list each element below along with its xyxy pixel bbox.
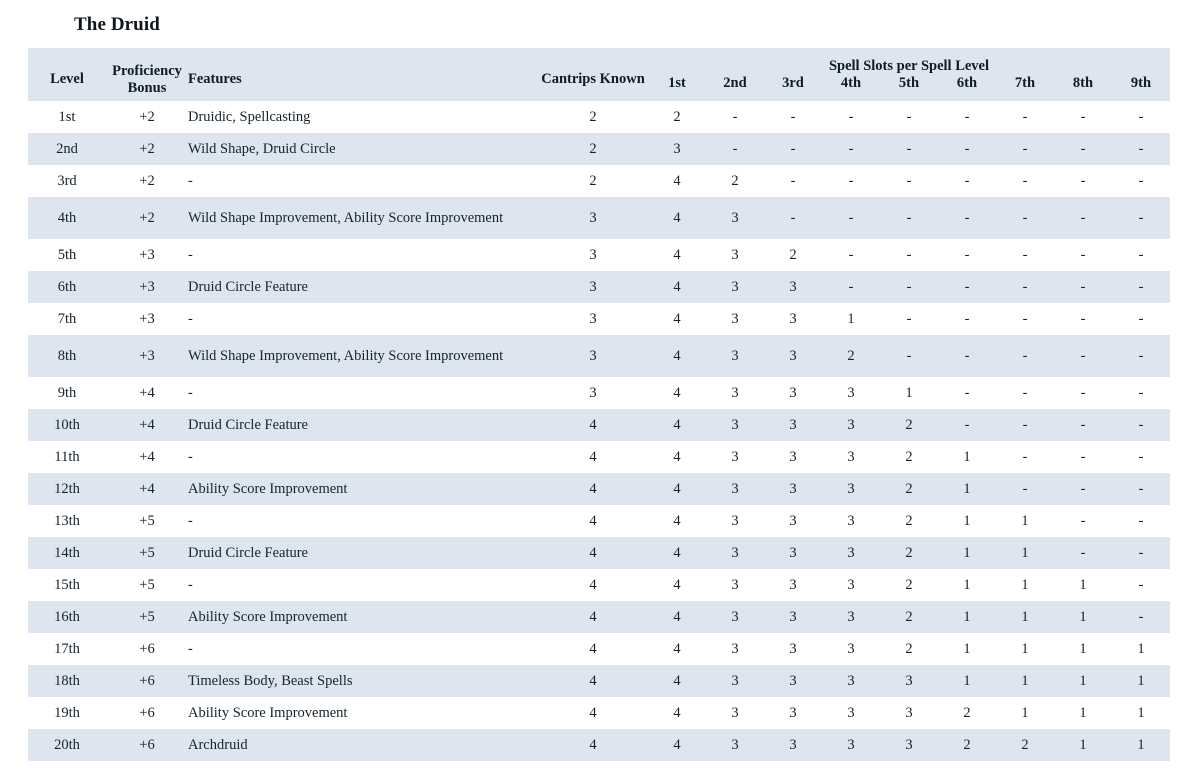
cell-spell-slot-6: -: [938, 303, 996, 335]
cell-spell-slot-3: -: [764, 101, 822, 133]
cell-spell-slot-4: 3: [822, 377, 880, 409]
cell-spell-slot-8: -: [1054, 377, 1112, 409]
cell-spell-slot-8: 1: [1054, 633, 1112, 665]
cell-level: 16th: [28, 601, 106, 633]
table-row: [28, 441, 1170, 473]
cell-cantrips-known: 4: [538, 633, 648, 665]
cell-proficiency-bonus: +5: [106, 569, 188, 601]
cell-spell-slot-4: 3: [822, 697, 880, 729]
cell-features: -: [188, 377, 538, 409]
cell-level: 18th: [28, 665, 106, 697]
cell-spell-slot-4: 3: [822, 505, 880, 537]
cell-cantrips-known: 3: [538, 271, 648, 303]
cell-spell-slot-5: 3: [880, 729, 938, 761]
cell-spell-slot-6: -: [938, 239, 996, 271]
cell-spell-slot-1: 4: [648, 473, 706, 505]
cell-spell-slot-5: -: [880, 101, 938, 133]
cell-spell-slot-3: 3: [764, 633, 822, 665]
cell-cantrips-known: 4: [538, 697, 648, 729]
column-header-level: Level: [28, 48, 106, 101]
cell-level: 9th: [28, 377, 106, 409]
cell-level: 11th: [28, 441, 106, 473]
cell-spell-slot-8: -: [1054, 537, 1112, 569]
cell-cantrips-known: 2: [538, 101, 648, 133]
cell-level: 13th: [28, 505, 106, 537]
table-row: [28, 729, 1170, 761]
table-row: [28, 239, 1170, 271]
cell-spell-slot-7: -: [996, 271, 1054, 303]
cell-features: -: [188, 569, 538, 601]
table-row: [28, 601, 1170, 633]
cell-spell-slot-2: 3: [706, 697, 764, 729]
cell-proficiency-bonus: +4: [106, 377, 188, 409]
cell-proficiency-bonus: +5: [106, 601, 188, 633]
cell-spell-slot-1: 4: [648, 303, 706, 335]
cell-spell-slot-8: 1: [1054, 569, 1112, 601]
cell-spell-slot-1: 4: [648, 271, 706, 303]
cell-spell-slot-4: 1: [822, 303, 880, 335]
cell-spell-slot-3: 3: [764, 665, 822, 697]
cell-spell-slot-9: -: [1112, 133, 1170, 165]
cell-spell-slot-9: -: [1112, 505, 1170, 537]
cell-spell-slot-3: 3: [764, 377, 822, 409]
cell-spell-slot-3: 3: [764, 473, 822, 505]
cell-spell-slot-3: 3: [764, 601, 822, 633]
cell-spell-slot-2: 3: [706, 505, 764, 537]
cell-level: 1st: [28, 101, 106, 133]
cell-spell-slot-6: -: [938, 377, 996, 409]
column-header-slot-2nd: 2nd: [706, 75, 764, 101]
table-row: [28, 165, 1170, 197]
cell-spell-slot-7: 2: [996, 729, 1054, 761]
cell-level: 5th: [28, 239, 106, 271]
table-row: [28, 537, 1170, 569]
cell-spell-slot-9: -: [1112, 197, 1170, 239]
cell-proficiency-bonus: +3: [106, 271, 188, 303]
cell-spell-slot-6: 1: [938, 473, 996, 505]
cell-spell-slot-6: -: [938, 165, 996, 197]
cell-spell-slot-8: -: [1054, 133, 1112, 165]
cell-spell-slot-8: -: [1054, 303, 1112, 335]
cell-proficiency-bonus: +3: [106, 303, 188, 335]
cell-proficiency-bonus: +6: [106, 697, 188, 729]
cell-spell-slot-9: 1: [1112, 697, 1170, 729]
table-row: [28, 377, 1170, 409]
cell-spell-slot-5: 3: [880, 697, 938, 729]
cell-level: 8th: [28, 335, 106, 377]
column-header-slot-3rd: 3rd: [764, 75, 822, 101]
cell-spell-slot-9: -: [1112, 537, 1170, 569]
cell-level: 3rd: [28, 165, 106, 197]
cell-level: 4th: [28, 197, 106, 239]
table-row: [28, 133, 1170, 165]
cell-cantrips-known: 4: [538, 441, 648, 473]
cell-level: 15th: [28, 569, 106, 601]
cell-spell-slot-9: -: [1112, 101, 1170, 133]
cell-features: Ability Score Improvement: [188, 601, 538, 633]
cell-spell-slot-5: 2: [880, 505, 938, 537]
cell-spell-slot-9: -: [1112, 271, 1170, 303]
table-row: [28, 271, 1170, 303]
cell-spell-slot-6: 1: [938, 505, 996, 537]
cell-spell-slot-3: 3: [764, 505, 822, 537]
cell-spell-slot-9: -: [1112, 473, 1170, 505]
druid-progression-table: [28, 48, 1170, 761]
cell-level: 7th: [28, 303, 106, 335]
cell-spell-slot-1: 4: [648, 569, 706, 601]
cell-proficiency-bonus: +4: [106, 473, 188, 505]
cell-cantrips-known: 4: [538, 601, 648, 633]
cell-features: -: [188, 239, 538, 271]
cell-spell-slot-9: -: [1112, 409, 1170, 441]
column-header-cantrips-known: Cantrips Known: [538, 48, 648, 101]
cell-spell-slot-2: 3: [706, 335, 764, 377]
cell-spell-slot-7: 1: [996, 697, 1054, 729]
cell-cantrips-known: 3: [538, 303, 648, 335]
cell-spell-slot-8: -: [1054, 101, 1112, 133]
cell-proficiency-bonus: +6: [106, 665, 188, 697]
cell-spell-slot-8: -: [1054, 473, 1112, 505]
cell-spell-slot-8: -: [1054, 165, 1112, 197]
cell-spell-slot-6: 1: [938, 569, 996, 601]
cell-spell-slot-9: -: [1112, 601, 1170, 633]
cell-spell-slot-7: -: [996, 441, 1054, 473]
table-row: [28, 633, 1170, 665]
cell-spell-slot-8: 1: [1054, 729, 1112, 761]
cell-spell-slot-4: 3: [822, 601, 880, 633]
column-header-slot-1st: 1st: [648, 75, 706, 101]
column-header-proficiency-bonus: Proficiency Bonus: [106, 48, 188, 101]
cell-spell-slot-7: -: [996, 303, 1054, 335]
cell-spell-slot-5: 2: [880, 601, 938, 633]
cell-spell-slot-3: 3: [764, 537, 822, 569]
cell-features: Druid Circle Feature: [188, 409, 538, 441]
cell-proficiency-bonus: +3: [106, 335, 188, 377]
cell-level: 2nd: [28, 133, 106, 165]
cell-cantrips-known: 4: [538, 537, 648, 569]
cell-level: 19th: [28, 697, 106, 729]
cell-spell-slot-9: 1: [1112, 665, 1170, 697]
cell-cantrips-known: 4: [538, 505, 648, 537]
cell-proficiency-bonus: +2: [106, 165, 188, 197]
cell-spell-slot-4: 3: [822, 537, 880, 569]
cell-spell-slot-2: 3: [706, 197, 764, 239]
cell-spell-slot-3: 3: [764, 303, 822, 335]
cell-spell-slot-1: 4: [648, 729, 706, 761]
cell-spell-slot-8: 1: [1054, 601, 1112, 633]
table-header: [28, 48, 1170, 101]
cell-spell-slot-7: -: [996, 101, 1054, 133]
cell-features: Wild Shape, Druid Circle: [188, 133, 538, 165]
cell-spell-slot-7: 1: [996, 601, 1054, 633]
cell-spell-slot-4: -: [822, 101, 880, 133]
cell-spell-slot-9: -: [1112, 165, 1170, 197]
column-header-slot-7th: 7th: [996, 75, 1054, 101]
cell-spell-slot-7: -: [996, 377, 1054, 409]
cell-spell-slot-7: -: [996, 239, 1054, 271]
cell-spell-slot-5: -: [880, 335, 938, 377]
cell-proficiency-bonus: +5: [106, 537, 188, 569]
cell-spell-slot-6: -: [938, 197, 996, 239]
cell-spell-slot-8: -: [1054, 335, 1112, 377]
cell-cantrips-known: 2: [538, 165, 648, 197]
cell-features: -: [188, 165, 538, 197]
cell-spell-slot-9: 1: [1112, 633, 1170, 665]
cell-spell-slot-2: 3: [706, 473, 764, 505]
cell-spell-slot-1: 4: [648, 197, 706, 239]
cell-spell-slot-7: 1: [996, 569, 1054, 601]
cell-spell-slot-8: -: [1054, 197, 1112, 239]
cell-proficiency-bonus: +2: [106, 133, 188, 165]
cell-spell-slot-3: 3: [764, 441, 822, 473]
column-header-slot-5th: 5th: [880, 75, 938, 101]
cell-spell-slot-3: 3: [764, 697, 822, 729]
cell-spell-slot-5: -: [880, 271, 938, 303]
cell-spell-slot-7: 1: [996, 665, 1054, 697]
cell-spell-slot-4: 2: [822, 335, 880, 377]
cell-spell-slot-5: -: [880, 303, 938, 335]
cell-features: -: [188, 441, 538, 473]
cell-spell-slot-1: 4: [648, 165, 706, 197]
cell-spell-slot-3: 2: [764, 239, 822, 271]
cell-spell-slot-3: 3: [764, 409, 822, 441]
cell-spell-slot-4: 3: [822, 409, 880, 441]
cell-spell-slot-1: 2: [648, 101, 706, 133]
cell-spell-slot-7: -: [996, 197, 1054, 239]
cell-proficiency-bonus: +6: [106, 633, 188, 665]
cell-features: Druid Circle Feature: [188, 537, 538, 569]
table-row: [28, 473, 1170, 505]
cell-spell-slot-5: 2: [880, 569, 938, 601]
cell-spell-slot-5: 2: [880, 441, 938, 473]
cell-spell-slot-8: -: [1054, 239, 1112, 271]
cell-spell-slot-3: 3: [764, 729, 822, 761]
cell-spell-slot-2: 3: [706, 409, 764, 441]
cell-features: Wild Shape Improvement, Ability Score Improvement: [188, 335, 538, 377]
cell-spell-slot-7: 1: [996, 505, 1054, 537]
cell-spell-slot-4: 3: [822, 633, 880, 665]
cell-spell-slot-3: -: [764, 197, 822, 239]
cell-spell-slot-1: 4: [648, 377, 706, 409]
cell-spell-slot-8: -: [1054, 271, 1112, 303]
table-header-row-top: [28, 48, 1170, 75]
column-header-slot-9th: 9th: [1112, 75, 1170, 101]
cell-spell-slot-4: -: [822, 271, 880, 303]
cell-spell-slot-8: 1: [1054, 665, 1112, 697]
cell-features: -: [188, 633, 538, 665]
column-header-slot-4th: 4th: [822, 75, 880, 101]
cell-spell-slot-2: -: [706, 133, 764, 165]
cell-spell-slot-5: 2: [880, 409, 938, 441]
cell-spell-slot-9: -: [1112, 441, 1170, 473]
cell-spell-slot-3: -: [764, 165, 822, 197]
cell-level: 10th: [28, 409, 106, 441]
cell-level: 6th: [28, 271, 106, 303]
table-row: [28, 101, 1170, 133]
cell-proficiency-bonus: +3: [106, 239, 188, 271]
table-row: [28, 505, 1170, 537]
cell-features: Archdruid: [188, 729, 538, 761]
table-row: [28, 569, 1170, 601]
cell-spell-slot-7: -: [996, 473, 1054, 505]
cell-level: 12th: [28, 473, 106, 505]
cell-spell-slot-6: 1: [938, 537, 996, 569]
cell-cantrips-known: 4: [538, 473, 648, 505]
cell-spell-slot-7: -: [996, 409, 1054, 441]
cell-spell-slot-1: 4: [648, 665, 706, 697]
cell-spell-slot-1: 4: [648, 633, 706, 665]
cell-proficiency-bonus: +4: [106, 441, 188, 473]
table-body: [28, 101, 1170, 761]
cell-spell-slot-2: 3: [706, 537, 764, 569]
table-row: [28, 335, 1170, 377]
column-header-features: Features: [188, 48, 538, 101]
cell-spell-slot-6: -: [938, 271, 996, 303]
cell-features: -: [188, 505, 538, 537]
cell-features: Druid Circle Feature: [188, 271, 538, 303]
cell-spell-slot-5: 2: [880, 633, 938, 665]
cell-level: 20th: [28, 729, 106, 761]
cell-cantrips-known: 2: [538, 133, 648, 165]
cell-spell-slot-2: 3: [706, 271, 764, 303]
cell-spell-slot-5: -: [880, 239, 938, 271]
cell-proficiency-bonus: +4: [106, 409, 188, 441]
column-header-slot-6th: 6th: [938, 75, 996, 101]
cell-spell-slot-1: 4: [648, 335, 706, 377]
cell-features: Druidic, Spellcasting: [188, 101, 538, 133]
cell-spell-slot-2: 3: [706, 441, 764, 473]
cell-spell-slot-2: 3: [706, 729, 764, 761]
cell-spell-slot-5: -: [880, 165, 938, 197]
cell-spell-slot-2: -: [706, 101, 764, 133]
page-title: The Druid: [74, 14, 160, 35]
cell-spell-slot-3: 3: [764, 271, 822, 303]
cell-spell-slot-7: 1: [996, 633, 1054, 665]
cell-spell-slot-1: 4: [648, 537, 706, 569]
cell-spell-slot-8: -: [1054, 441, 1112, 473]
cell-features: Wild Shape Improvement, Ability Score Improvement: [188, 197, 538, 239]
cell-cantrips-known: 3: [538, 239, 648, 271]
cell-features: Ability Score Improvement: [188, 697, 538, 729]
cell-spell-slot-4: 3: [822, 665, 880, 697]
cell-level: 14th: [28, 537, 106, 569]
cell-spell-slot-2: 2: [706, 165, 764, 197]
cell-spell-slot-9: -: [1112, 377, 1170, 409]
cell-spell-slot-1: 4: [648, 409, 706, 441]
cell-level: 17th: [28, 633, 106, 665]
cell-features: Ability Score Improvement: [188, 473, 538, 505]
cell-spell-slot-8: 1: [1054, 697, 1112, 729]
cell-spell-slot-9: 1: [1112, 729, 1170, 761]
cell-spell-slot-4: -: [822, 197, 880, 239]
cell-spell-slot-7: 1: [996, 537, 1054, 569]
cell-spell-slot-4: -: [822, 165, 880, 197]
table-row: [28, 665, 1170, 697]
cell-cantrips-known: 4: [538, 665, 648, 697]
cell-proficiency-bonus: +5: [106, 505, 188, 537]
column-header-slot-8th: 8th: [1054, 75, 1112, 101]
cell-spell-slot-6: -: [938, 409, 996, 441]
cell-spell-slot-3: -: [764, 133, 822, 165]
cell-spell-slot-6: 1: [938, 601, 996, 633]
cell-spell-slot-9: -: [1112, 303, 1170, 335]
cell-cantrips-known: 4: [538, 409, 648, 441]
cell-spell-slot-5: 2: [880, 537, 938, 569]
cell-spell-slot-9: -: [1112, 239, 1170, 271]
cell-spell-slot-6: 1: [938, 665, 996, 697]
cell-spell-slot-9: -: [1112, 569, 1170, 601]
cell-spell-slot-4: 3: [822, 441, 880, 473]
cell-proficiency-bonus: +6: [106, 729, 188, 761]
cell-spell-slot-5: -: [880, 197, 938, 239]
cell-spell-slot-4: -: [822, 133, 880, 165]
cell-spell-slot-7: -: [996, 335, 1054, 377]
cell-spell-slot-7: -: [996, 165, 1054, 197]
cell-spell-slot-1: 3: [648, 133, 706, 165]
cell-proficiency-bonus: +2: [106, 197, 188, 239]
cell-spell-slot-4: 3: [822, 569, 880, 601]
cell-spell-slot-2: 3: [706, 377, 764, 409]
cell-spell-slot-6: 1: [938, 441, 996, 473]
cell-spell-slot-2: 3: [706, 601, 764, 633]
cell-spell-slot-3: 3: [764, 569, 822, 601]
cell-cantrips-known: 3: [538, 377, 648, 409]
cell-spell-slot-2: 3: [706, 633, 764, 665]
cell-spell-slot-5: 1: [880, 377, 938, 409]
cell-spell-slot-8: -: [1054, 409, 1112, 441]
table-row: [28, 697, 1170, 729]
table-row: [28, 197, 1170, 239]
cell-spell-slot-2: 3: [706, 303, 764, 335]
cell-spell-slot-6: -: [938, 101, 996, 133]
cell-spell-slot-1: 4: [648, 441, 706, 473]
cell-spell-slot-6: 2: [938, 729, 996, 761]
cell-cantrips-known: 4: [538, 729, 648, 761]
cell-proficiency-bonus: +2: [106, 101, 188, 133]
cell-spell-slot-1: 4: [648, 697, 706, 729]
cell-spell-slot-6: -: [938, 335, 996, 377]
cell-spell-slot-5: -: [880, 133, 938, 165]
cell-cantrips-known: 3: [538, 335, 648, 377]
cell-spell-slot-5: 3: [880, 665, 938, 697]
cell-spell-slot-1: 4: [648, 505, 706, 537]
cell-spell-slot-7: -: [996, 133, 1054, 165]
cell-spell-slot-6: 1: [938, 633, 996, 665]
table-row: [28, 409, 1170, 441]
cell-features: -: [188, 303, 538, 335]
cell-spell-slot-6: -: [938, 133, 996, 165]
cell-cantrips-known: 3: [538, 197, 648, 239]
cell-spell-slot-6: 2: [938, 697, 996, 729]
cell-spell-slot-4: 3: [822, 729, 880, 761]
cell-spell-slot-2: 3: [706, 569, 764, 601]
cell-spell-slot-4: -: [822, 239, 880, 271]
table-row: [28, 303, 1170, 335]
column-header-spell-slots-group: Spell Slots per Spell Level: [648, 48, 1170, 75]
cell-cantrips-known: 4: [538, 569, 648, 601]
cell-spell-slot-9: -: [1112, 335, 1170, 377]
cell-spell-slot-1: 4: [648, 601, 706, 633]
cell-features: Timeless Body, Beast Spells: [188, 665, 538, 697]
cell-spell-slot-3: 3: [764, 335, 822, 377]
cell-spell-slot-1: 4: [648, 239, 706, 271]
cell-spell-slot-2: 3: [706, 665, 764, 697]
cell-spell-slot-8: -: [1054, 505, 1112, 537]
cell-spell-slot-2: 3: [706, 239, 764, 271]
cell-spell-slot-4: 3: [822, 473, 880, 505]
cell-spell-slot-5: 2: [880, 473, 938, 505]
